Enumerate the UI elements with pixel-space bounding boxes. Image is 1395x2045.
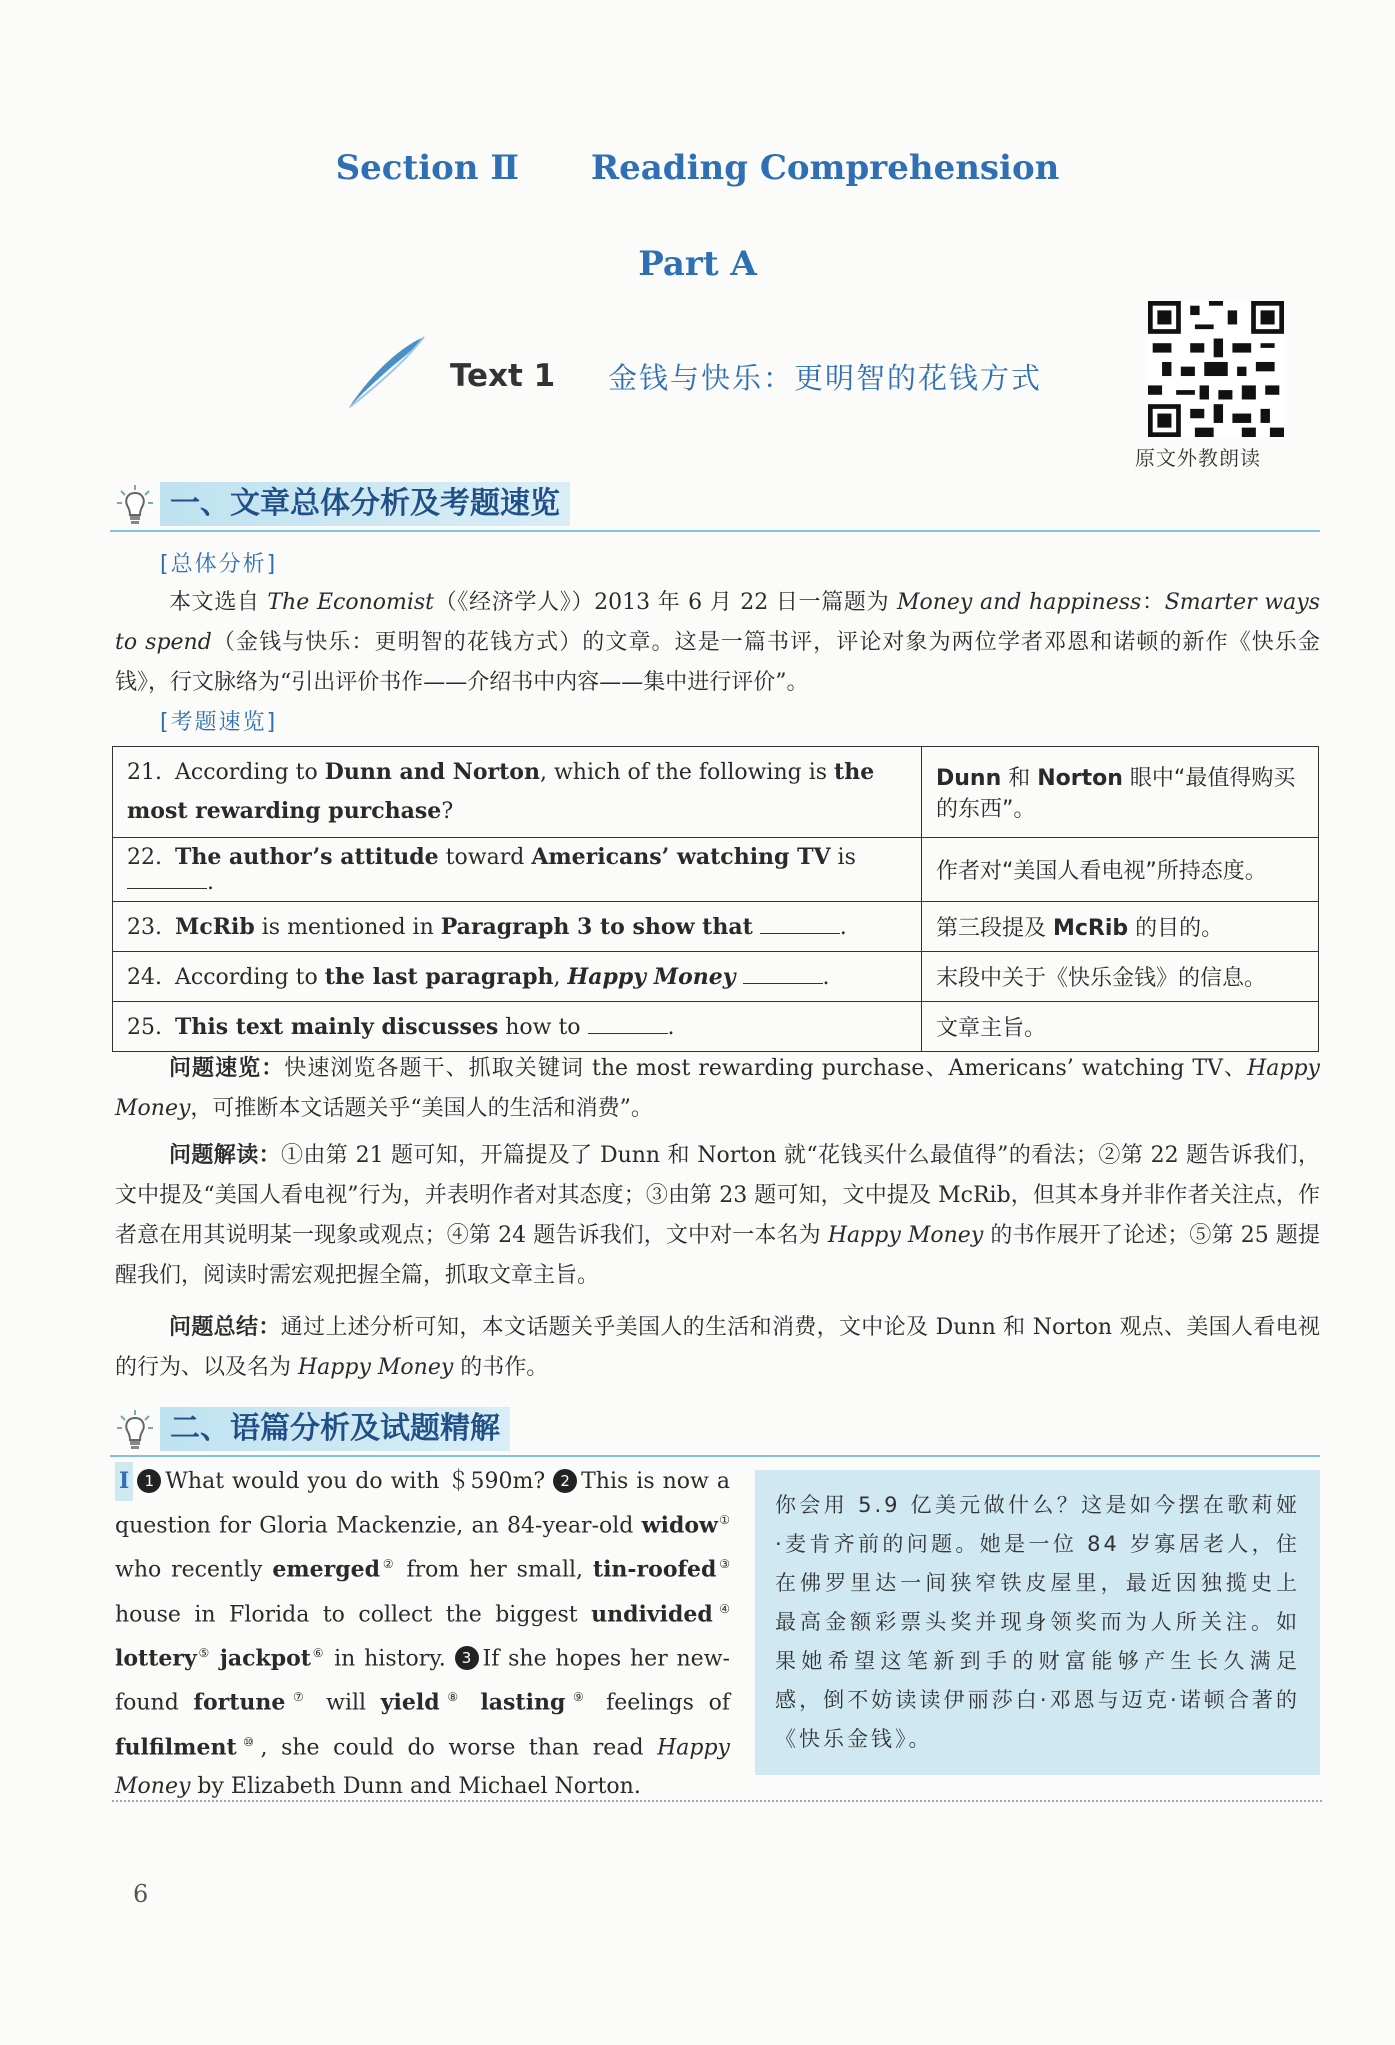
- question-table: [112, 746, 1319, 1052]
- lightbulb-icon: [116, 484, 154, 526]
- question-note: Dunn 和 Norton 眼中“最值得购买的东西”。: [922, 747, 1319, 838]
- question-note: 作者对“美国人看电视”所持态度。: [922, 838, 1319, 902]
- question-text: 25. This text mainly discusses how to .: [113, 1002, 922, 1052]
- question-text: 21. According to Dunn and Norton, which of the following is the most rewarding purchase?: [113, 747, 922, 838]
- section-label: Section Ⅱ: [335, 148, 520, 188]
- qr-caption: 原文外教朗读: [1135, 446, 1261, 470]
- question-number: 21.: [127, 760, 162, 785]
- overall-paragraph: 本文选自 The Economist（《经济学人》）2013 年 6 月 22 日一篇题为 Money and happiness：Smarter ways to spend（金钱与快乐：更明智的花钱方式）的文章。这是一篇书评，评论对象为两位学者邓恩和诺顿的新作《快乐金钱》，行文脉络为“引出评价书作——介绍书中内容——集中进行评价”。: [115, 590, 1320, 695]
- text-title: 金钱与快乐：更明智的花钱方式: [608, 361, 1043, 395]
- tag-questions: [考题速览]: [160, 710, 278, 735]
- speed-paragraph: 问题速览：快速浏览各题干、抓取关键词 the most rewarding purchase、Americans’ watching TV、Happy Money，可推断本文话题关乎“美国人的生活和消费”。: [115, 1055, 1320, 1121]
- quill-icon: [340, 335, 430, 413]
- question-number: 24.: [127, 964, 162, 990]
- section1-heading: [110, 480, 1320, 532]
- tag-overall: [总体分析]: [160, 552, 278, 577]
- text-label: Text 1: [450, 358, 556, 394]
- section1-title: 一、文章总体分析及考题速览: [160, 482, 570, 526]
- section2-heading: [110, 1405, 1320, 1457]
- question-row: [113, 838, 1319, 902]
- question-note: 末段中关于《快乐金钱》的信息。: [922, 952, 1319, 1002]
- question-row: [113, 1002, 1319, 1052]
- decode-paragraph: 问题解读：①由第 21 题可知，开篇提及了 Dunn 和 Norton 就“花钱买什么最值得”的看法；②第 22 题告诉我们，文中提及“美国人看电视”行为，并表明作者对其态度；③由第 23 题可知，文中提及 McRib，但其本身并非作者关注点，作者意在用其说明某一现象或观点；④第 24 题告诉我们，文中对一本名为 Happy Money 的书作展开了论述；⑤第 25 题提醒我们，阅读时需宏观把握全篇，抓取文章主旨。: [115, 1142, 1321, 1288]
- question-text: 22. The author’s attitude toward Americans’ watching TV is .: [113, 838, 922, 902]
- section-title: [0, 148, 1395, 188]
- part-title: Part A: [638, 244, 757, 284]
- question-row: [113, 902, 1319, 952]
- page-number: 6: [133, 1880, 149, 1908]
- question-note: 第三段提及 McRib 的目的。: [922, 902, 1319, 952]
- question-number: 22.: [127, 845, 162, 870]
- question-row: [113, 747, 1319, 838]
- qr-code-icon[interactable]: [1148, 301, 1284, 437]
- question-row: [113, 952, 1319, 1002]
- english-passage: Ⅰ 1 What would you do with ＄590m? 2 This is now a question for Gloria Mackenzie, an 84-year-old widow① who recently emerged② from her small, tin-roofed③ house in Florida to collect the biggest undivided④ lottery⑤ jackpot⑥ in history. 3 If she hopes her new-found fortune⑦ will yield⑧ lasting⑨ feelings of fulfilment⑩, she could do worse than read Happy Money by Elizabeth Dunn and Michael Norton.: [115, 1462, 730, 1806]
- chinese-translation: 你会用 5.9 亿美元做什么？这是如今摆在歌莉娅·麦肯齐前的问题。她是一位 84 岁寡居老人，住在佛罗里达一间狭窄铁皮屋里，最近因独揽史上最高金额彩票头奖并现身领奖而为人所关注。如果她希望这笔新到手的财富能够产生长久满足感，倒不妨读读伊丽莎白·邓恩与迈克·诺顿合著的《快乐金钱》。: [755, 1470, 1320, 1775]
- question-number: 23.: [127, 914, 162, 940]
- lightbulb-icon: [116, 1409, 154, 1451]
- question-text: 24. According to the last paragraph, Happy Money .: [113, 952, 922, 1002]
- question-number: 25.: [127, 1014, 162, 1040]
- divider: [112, 1800, 1322, 1802]
- question-note: 文章主旨。: [922, 1002, 1319, 1052]
- question-text: 23. McRib is mentioned in Paragraph 3 to show that .: [113, 902, 922, 952]
- section-name: Reading Comprehension: [590, 148, 1060, 188]
- section2-title: 二、语篇分析及试题精解: [160, 1407, 510, 1451]
- summary-paragraph: 问题总结：通过上述分析可知，本文话题关乎美国人的生活和消费，文中论及 Dunn 和 Norton 观点、美国人看电视的行为、以及名为 Happy Money 的书作。: [115, 1314, 1320, 1380]
